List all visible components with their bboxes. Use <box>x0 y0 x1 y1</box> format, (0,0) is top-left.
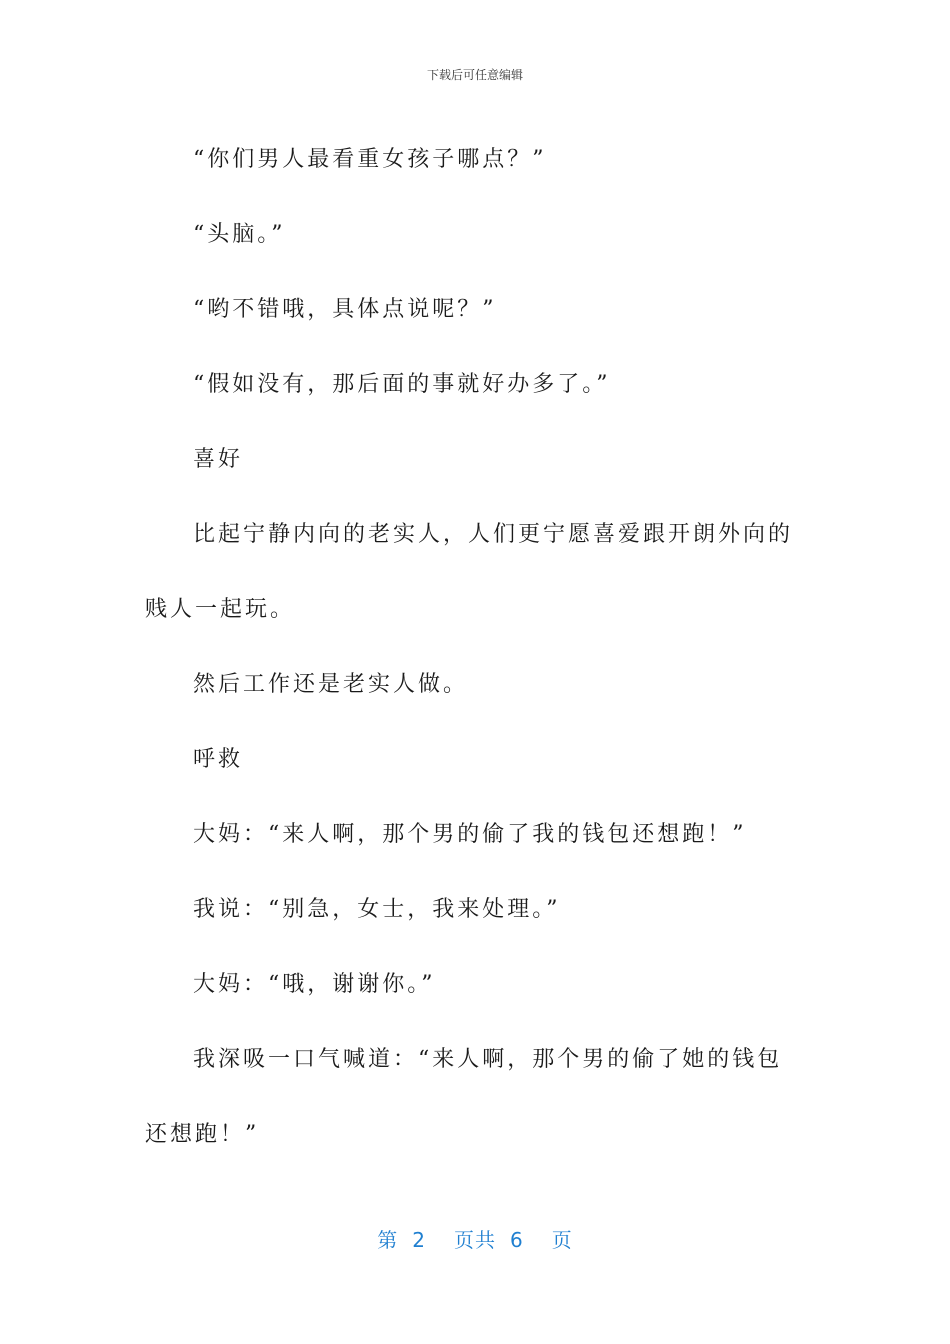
paragraph: “头脑。” <box>193 222 286 247</box>
page-number: 2 <box>412 1228 426 1252</box>
section-heading: 喜好 <box>193 447 244 472</box>
paragraph: “哟不错哦，具体点说呢？” <box>193 297 497 322</box>
page-suffix: 页 <box>551 1228 573 1252</box>
page-header: 下载后可任意编辑 <box>426 68 523 82</box>
section-heading: 呼救 <box>193 747 244 772</box>
paragraph: 我深吸一口气喊道：“来人啊，那个男的偷了她的钱包还想跑！” <box>145 1047 783 1147</box>
paragraph: 大妈：“哦，谢谢你。” <box>193 972 436 997</box>
paragraph: “你们男人最看重女孩子哪点？” <box>193 147 547 172</box>
document-body <box>145 122 805 1172</box>
paragraph: 然后工作还是老实人做。 <box>193 672 469 697</box>
paragraph: 大妈：“来人啊，那个男的偷了我的钱包还想跑！” <box>193 822 747 847</box>
paragraph: 比起宁静内向的老实人，人们更宁愿喜爱跟开朗外向的贱人一起玩。 <box>145 522 794 622</box>
page-mid: 页共 <box>454 1228 496 1252</box>
paragraph: 我说：“别急，女士，我来处理。” <box>193 897 561 922</box>
page-prefix: 第 <box>377 1228 399 1252</box>
total-pages: 6 <box>510 1228 524 1252</box>
paragraph: “假如没有，那后面的事就好办多了。” <box>193 372 611 397</box>
page-footer <box>0 1224 950 1253</box>
